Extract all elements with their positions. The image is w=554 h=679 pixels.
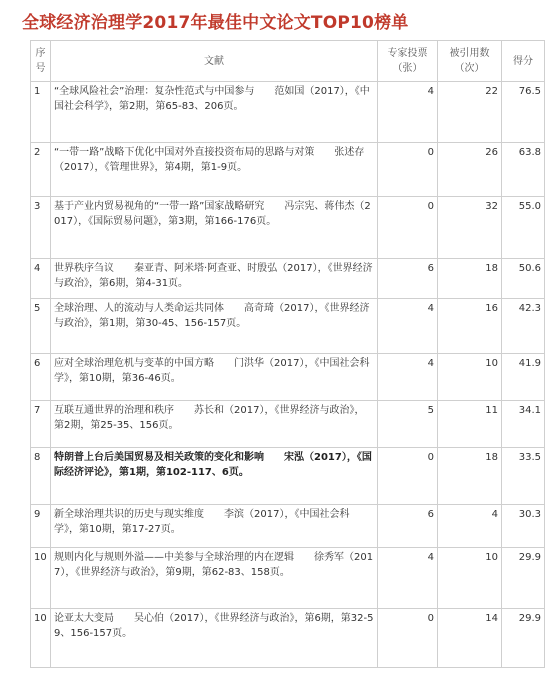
cell-cites: 18 bbox=[438, 448, 502, 505]
header-seq: 序号 bbox=[31, 41, 51, 82]
cell-seq: 9 bbox=[31, 505, 51, 548]
cell-paper: 规则内化与规则外溢——中美参与全球治理的内在逻辑 徐秀军（2017），《世界经济与政治》，第9期，第62-83、158页。 bbox=[51, 548, 378, 609]
table-row bbox=[31, 299, 545, 354]
cell-votes: 4 bbox=[378, 548, 438, 609]
cell-score: 29.9 bbox=[502, 609, 545, 668]
table-row bbox=[31, 82, 545, 143]
cell-cites: 16 bbox=[438, 299, 502, 354]
cell-cites: 18 bbox=[438, 259, 502, 299]
cell-seq: 1 bbox=[31, 82, 51, 143]
cell-votes: 4 bbox=[378, 354, 438, 401]
cell-seq: 10 bbox=[31, 548, 51, 609]
cell-seq: 2 bbox=[31, 143, 51, 197]
cell-cites: 10 bbox=[438, 354, 502, 401]
cell-score: 29.9 bbox=[502, 548, 545, 609]
cell-cites: 26 bbox=[438, 143, 502, 197]
cell-cites: 32 bbox=[438, 197, 502, 259]
cell-score: 30.3 bbox=[502, 505, 545, 548]
cell-seq: 3 bbox=[31, 197, 51, 259]
cell-paper: “一带一路”战略下优化中国对外直接投资布局的思路与对策 张述存（2017），《管理世界》，第4期，第1-9页。 bbox=[51, 143, 378, 197]
table-row bbox=[31, 448, 545, 505]
cell-paper: 新全球治理共识的历史与现实维度 李滨（2017），《中国社会科学》，第10期，第17-27页。 bbox=[51, 505, 378, 548]
table-row bbox=[31, 505, 545, 548]
cell-score: 50.6 bbox=[502, 259, 545, 299]
cell-votes: 0 bbox=[378, 609, 438, 668]
cell-votes: 5 bbox=[378, 401, 438, 448]
table-row bbox=[31, 354, 545, 401]
cell-paper: 世界秩序刍议 秦亚青、阿米塔·阿查亚、时殷弘（2017），《世界经济与政治》，第6期，第4-31页。 bbox=[51, 259, 378, 299]
table-row bbox=[31, 609, 545, 668]
cell-cites: 14 bbox=[438, 609, 502, 668]
cell-score: 76.5 bbox=[502, 82, 545, 143]
table-row bbox=[31, 548, 545, 609]
header-cites: 被引用数（次） bbox=[438, 41, 502, 82]
cell-votes: 0 bbox=[378, 448, 438, 505]
cell-votes: 6 bbox=[378, 505, 438, 548]
header-votes: 专家投票（张） bbox=[378, 41, 438, 82]
cell-seq: 4 bbox=[31, 259, 51, 299]
header-score: 得分 bbox=[502, 41, 545, 82]
cell-cites: 4 bbox=[438, 505, 502, 548]
cell-paper: 论亚太大变局 吴心伯（2017），《世界经济与政治》，第6期，第32-59、156-157页。 bbox=[51, 609, 378, 668]
header-paper: 文献 bbox=[51, 41, 378, 82]
table-row bbox=[31, 401, 545, 448]
page-title: 全球经济治理学2017年最佳中文论文TOP10榜单 bbox=[22, 13, 409, 33]
cell-cites: 11 bbox=[438, 401, 502, 448]
cell-seq: 10 bbox=[31, 609, 51, 668]
cell-cites: 22 bbox=[438, 82, 502, 143]
ranking-table bbox=[30, 40, 545, 668]
table-header-row bbox=[31, 41, 545, 82]
cell-paper: 互联互通世界的治理和秩序 苏长和（2017），《世界经济与政治》，第2期，第25-35、156页。 bbox=[51, 401, 378, 448]
cell-votes: 4 bbox=[378, 299, 438, 354]
cell-score: 33.5 bbox=[502, 448, 545, 505]
cell-votes: 4 bbox=[378, 82, 438, 143]
table-row bbox=[31, 259, 545, 299]
cell-cites: 10 bbox=[438, 548, 502, 609]
cell-votes: 0 bbox=[378, 143, 438, 197]
cell-score: 42.3 bbox=[502, 299, 545, 354]
table-row bbox=[31, 197, 545, 259]
cell-score: 41.9 bbox=[502, 354, 545, 401]
cell-paper: 应对全球治理危机与变革的中国方略 门洪华（2017），《中国社会科学》，第10期，第36-46页。 bbox=[51, 354, 378, 401]
cell-seq: 7 bbox=[31, 401, 51, 448]
cell-votes: 0 bbox=[378, 197, 438, 259]
cell-seq: 6 bbox=[31, 354, 51, 401]
cell-paper: 特朗普上台后美国贸易及相关政策的变化和影响 宋泓（2017），《国际经济评论》，第1期，第102-117、6页。 bbox=[51, 448, 378, 505]
cell-seq: 8 bbox=[31, 448, 51, 505]
cell-paper: 全球治理、人的流动与人类命运共同体 高奇琦（2017），《世界经济与政治》，第1期，第30-45、156-157页。 bbox=[51, 299, 378, 354]
cell-paper: “全球风险社会”治理：复杂性范式与中国参与 范如国（2017），《中国社会科学》，第2期，第65-83、206页。 bbox=[51, 82, 378, 143]
table-row bbox=[31, 143, 545, 197]
cell-paper: 基于产业内贸易视角的“一带一路”国家战略研究 冯宗宪、蒋伟杰（2017），《国际贸易问题》，第3期，第166-176页。 bbox=[51, 197, 378, 259]
cell-votes: 6 bbox=[378, 259, 438, 299]
cell-score: 55.0 bbox=[502, 197, 545, 259]
cell-score: 34.1 bbox=[502, 401, 545, 448]
cell-seq: 5 bbox=[31, 299, 51, 354]
cell-score: 63.8 bbox=[502, 143, 545, 197]
